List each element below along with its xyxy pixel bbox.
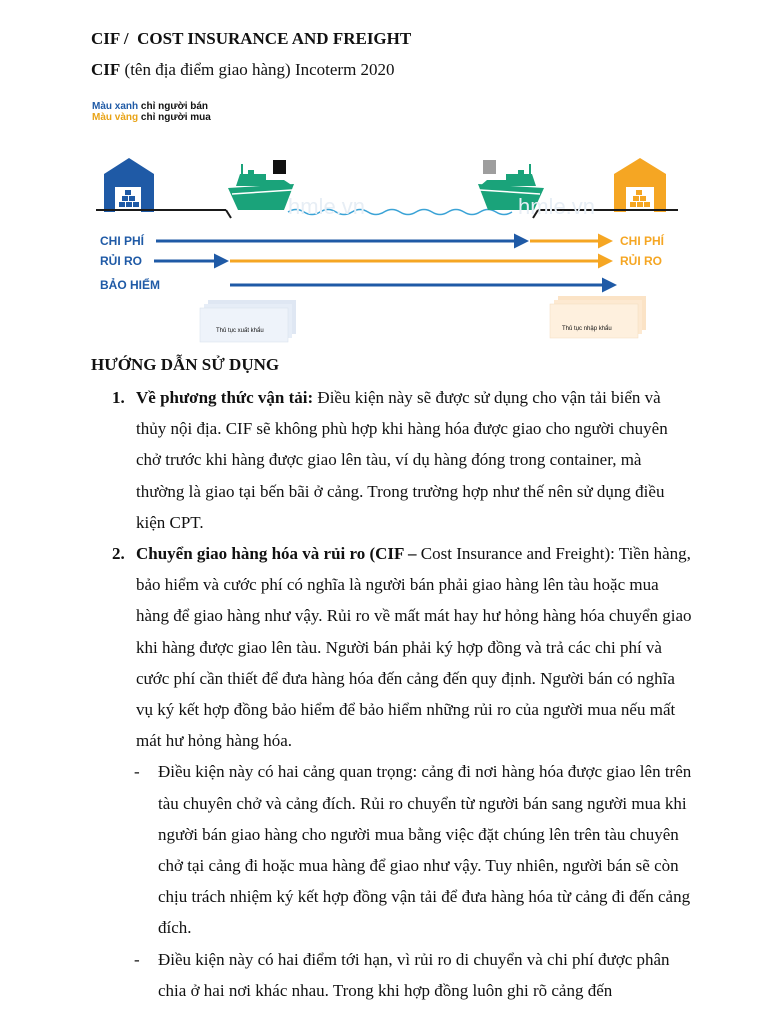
list-item-body: Điều kiện này sẽ được sử dụng cho vận tải biển và thủy nội địa. CIF sẽ không phù hợp khi hàng hóa được giao cho người chuyên chở trước khi hàng được giao lên tàu, ví dụ hàng đóng trong container, mà thường là giao tại bến bãi ở cảng. Trong trường hợp như thế nên sử dụng điều kiện CPT. — [136, 388, 668, 532]
section-heading: HƯỚNG DẪN SỬ DỤNG — [91, 355, 280, 374]
subtitle-text: (tên địa điểm giao hàng) Incoterm 2020 — [120, 60, 395, 79]
sub-item-1 — [106, 756, 692, 943]
list-item-number: 2. — [112, 544, 125, 564]
list-item-1 — [106, 382, 692, 538]
list-item-body: Cost Insurance and Freight): Tiền hàng, bảo hiểm và cước phí có nghĩa là người bán phải giao hàng lên tàu hoặc mua hàng để giao hàng như vậy. Rủi ro về mất mát hay hư hỏng hàng hóa chuyển giao khi hàng được giao lên tàu. Người bán phải ký hợp đồng và trả các chi phí và cước phí cần thiết để đưa hàng hóa đến cảng đến quy định. Người bán có nghĩa vụ ký kết hợp đồng bảo hiểm để bảo hiểm những rủi ro của người mua nếu mất mát hư hỏng hàng hóa. — [136, 544, 692, 751]
list-item-2 — [106, 538, 692, 756]
legend-yellow: Màu vàng chỉ người mua — [92, 112, 211, 123]
costs-label: CHI PHÍ — [100, 234, 145, 248]
risk-label: RỦI RO — [100, 254, 142, 268]
list-item-number: 1. — [112, 388, 125, 407]
ship-icon-origin — [228, 160, 294, 210]
bullet-dash: - — [134, 949, 140, 969]
document-subtitle — [91, 60, 395, 80]
watermark-right: hmle.vn — [518, 194, 596, 219]
seller-warehouse-icon — [104, 158, 154, 212]
document-title: CIF / COST INSURANCE AND FREIGHT — [91, 29, 412, 48]
insurance-label: BẢO HIỂM — [100, 278, 160, 292]
subtitle-bold: CIF — [91, 60, 121, 79]
origin-dock-edge — [226, 210, 231, 218]
risk-label-right: RỦI RO — [620, 254, 662, 268]
legend-blue: Màu xanh chỉ người bán — [92, 101, 209, 112]
cif-diagram — [88, 90, 688, 352]
costs-label-right: CHI PHÍ — [620, 234, 665, 248]
sub-item-text: Điều kiện này có hai điểm tới hạn, vì rủi ro di chuyển và chi phí được phân chia ở hai nơi khác nhau. Trong khi hợp đồng luôn ghi rõ cảng đến — [158, 949, 670, 1000]
bullet-dash: - — [134, 762, 140, 782]
sub-item-2 — [106, 944, 692, 1006]
watermark-left: hmle.vn — [288, 194, 366, 219]
instructions-list — [106, 382, 692, 1006]
list-item-heading: Chuyển giao hàng hóa và rủi ro (CIF – — [136, 544, 417, 564]
list-item-heading: Về phương thức vận tải: — [136, 388, 314, 407]
import-docs-icon — [550, 296, 646, 338]
export-docs-label: Thủ tục xuất khẩu — [216, 328, 264, 334]
sub-item-text: Điều kiện này có hai cảng quan trọng: cảng đi nơi hàng hóa được giao lên trên tàu chuyên chở và cảng đích. Rủi ro chuyển từ người bán sang người mua khi người bán giao hàng cho người mua bằng việc đặt chúng lên trên tàu chuyên chở tại cảng đi hoặc mua hàng để giao như vậy. Tuy nhiên, người bán sẽ còn chịu trách nhiệm ký kết hợp đồng vận tải để đưa hàng hóa từ cảng đi đến cảng đích. — [158, 762, 692, 938]
buyer-warehouse-icon — [614, 158, 666, 212]
import-docs-label: Thủ tục nhập khẩu — [562, 326, 612, 332]
export-docs-icon — [200, 300, 296, 342]
